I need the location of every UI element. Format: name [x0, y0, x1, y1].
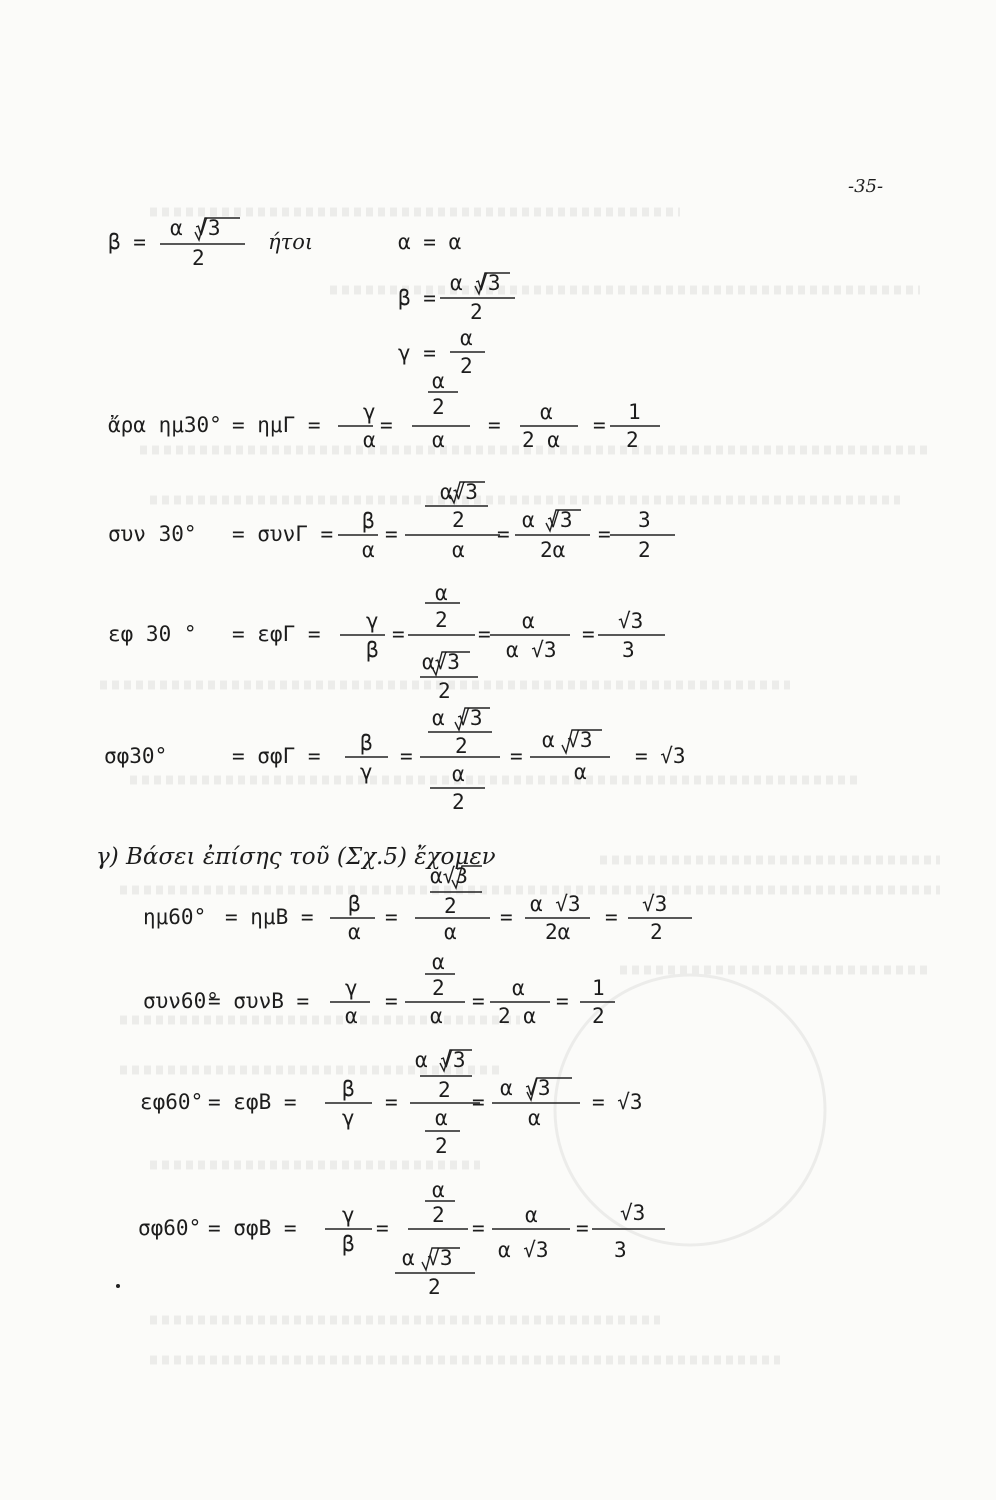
equals: = — [478, 622, 491, 646]
denominator: 3 — [622, 638, 635, 662]
inner-denominator-lower: 2 — [438, 679, 451, 703]
equals-sinB: = ημΒ = — [225, 905, 314, 929]
numerator: β — [360, 731, 373, 755]
denominator: γ — [342, 1106, 355, 1130]
numerator: α — [540, 400, 553, 424]
equals-cosB: = συνΒ = — [208, 989, 310, 1013]
equals: = — [582, 622, 595, 646]
equals-cosG: = συνΓ = — [232, 522, 334, 546]
equals: = — [400, 744, 413, 768]
denominator: 2 — [470, 300, 483, 324]
equals: = — [385, 905, 398, 929]
denominator: 3 — [614, 1238, 627, 1262]
denominator: 2 — [592, 1004, 605, 1028]
inner-denominator: 2 — [452, 508, 465, 532]
numerator: √3 — [618, 609, 644, 633]
inner-numerator: α — [432, 1178, 445, 1202]
result: = √3 — [635, 744, 686, 768]
numerator: 1 — [628, 400, 641, 424]
equals: = — [497, 522, 510, 546]
denominator: α — [362, 538, 375, 562]
inner-numerator-lower: α — [435, 1106, 448, 1130]
numerator: β — [348, 892, 361, 916]
lhs: εφ 30 ° — [108, 622, 197, 646]
denominator: α √3 — [498, 1238, 549, 1262]
equals: = — [385, 989, 398, 1013]
equals: = — [376, 1216, 389, 1240]
lhs: ἄρα ημ30° — [108, 413, 222, 437]
beta-equals: β = — [108, 230, 146, 254]
inner-numerator: α — [432, 369, 445, 393]
inner-denominator: 2 — [432, 976, 445, 1000]
numerator: β — [342, 1077, 355, 1101]
inner-numerator: α√3 — [440, 480, 478, 504]
inner-numerator: α — [432, 950, 445, 974]
denominator: α — [528, 1106, 541, 1130]
equals: = — [598, 522, 611, 546]
denominator: α — [345, 1004, 358, 1028]
denominator: γ — [360, 760, 373, 784]
numerator: √3 — [620, 1201, 646, 1225]
denominator: α √3 — [506, 638, 557, 662]
lhs: εφ60° — [140, 1090, 204, 1114]
lhs: ημ60° — [143, 905, 207, 929]
denominator: α — [444, 920, 457, 944]
page-number: -35- — [848, 176, 884, 197]
numerator: γ — [345, 976, 358, 1000]
inner-denominator-lower: 2 — [435, 1134, 448, 1158]
numerator: α — [512, 976, 525, 1000]
inner-numerator: α √3 — [432, 706, 483, 730]
numerator: α √3 — [530, 892, 581, 916]
gamma-equals: γ = — [398, 341, 436, 365]
equals: = — [605, 905, 618, 929]
denominator: 2 — [650, 920, 663, 944]
equals: = — [488, 413, 501, 437]
equals: = — [576, 1216, 589, 1240]
denominator: 2 — [638, 538, 651, 562]
numerator: α √3 — [450, 271, 501, 295]
inner-denominator: 2 — [432, 1203, 445, 1227]
numerator: α √3 — [500, 1076, 551, 1100]
denominator: 2 — [192, 246, 205, 270]
numerator: γ — [363, 400, 376, 424]
numerator: γ — [366, 609, 379, 633]
inner-numerator: α√3 — [430, 864, 468, 888]
denominator: 2α — [545, 920, 571, 944]
inner-denominator: 2 — [432, 395, 445, 419]
numerator: β — [362, 509, 375, 533]
inner-denominator: 2 — [435, 608, 448, 632]
inner-numerator: α — [435, 581, 448, 605]
denominator: α — [432, 428, 445, 452]
equals: = — [472, 989, 485, 1013]
equals: = — [593, 413, 606, 437]
denominator: α — [363, 428, 376, 452]
inner-numerator: α √3 — [415, 1048, 466, 1072]
numerator: α √3 — [522, 508, 573, 532]
denominator: α — [348, 920, 361, 944]
denominator: α — [574, 760, 587, 784]
lhs: σφ60° — [138, 1216, 202, 1240]
numerator: α — [460, 326, 473, 350]
equals: = — [392, 622, 405, 646]
numerator: α — [525, 1203, 538, 1227]
equals-tanG: = εφΓ = — [232, 622, 321, 646]
equals: = — [472, 1216, 485, 1240]
inner-numerator-lower: α√3 — [422, 650, 460, 674]
denominator: 2 — [626, 428, 639, 452]
lhs: συν 30° — [108, 522, 197, 546]
equals: = — [385, 522, 398, 546]
equals: = — [472, 1090, 485, 1114]
equals-cotB: = σφΒ = — [208, 1216, 297, 1240]
equals: = — [556, 989, 569, 1013]
lhs: συν60° — [143, 989, 219, 1013]
lhs: σφ30° — [104, 744, 168, 768]
numerator: √3 — [642, 892, 668, 916]
equals-sinG: = ημΓ = — [232, 413, 321, 437]
equals: = — [380, 413, 393, 437]
numerator: α — [522, 609, 535, 633]
equals-tanB: = εφΒ = — [208, 1090, 297, 1114]
inner-denominator: 2 — [444, 894, 457, 918]
denominator: α — [452, 538, 465, 562]
numerator: 3 — [638, 508, 651, 532]
word-itoi: ήτοι — [268, 230, 314, 254]
equals: = — [500, 905, 513, 929]
numerator: α √3 — [170, 216, 221, 240]
numerator: 1 — [592, 976, 605, 1000]
denominator: β — [366, 638, 379, 662]
equals: = — [385, 1090, 398, 1114]
part-gamma-heading: γ) Βάσει ἐπίσης τοῦ (Σχ.5) ἔχομεν — [96, 844, 496, 870]
inner-numerator-lower: α — [452, 762, 465, 786]
denominator: 2 α — [498, 1004, 536, 1028]
denominator: 2 α — [522, 428, 560, 452]
inner-denominator: 2 — [455, 734, 468, 758]
alpha-equals-alpha: α = α — [398, 230, 462, 254]
denominator: 2 — [460, 354, 473, 378]
result: = √3 — [592, 1090, 643, 1114]
beta-equals: β = — [398, 286, 436, 310]
denominator: β — [342, 1232, 355, 1256]
inner-numerator-lower: α √3 — [402, 1246, 453, 1270]
numerator: α √3 — [542, 728, 593, 752]
equals-cotG: = σφΓ = — [232, 744, 321, 768]
denominator: 2α — [540, 538, 566, 562]
inner-denominator: 2 — [438, 1078, 451, 1102]
equals: = — [510, 744, 523, 768]
inner-denominator-lower: 2 — [428, 1275, 441, 1299]
denominator: α — [430, 1004, 443, 1028]
numerator: γ — [342, 1203, 355, 1227]
inner-denominator-lower: 2 — [452, 790, 465, 814]
